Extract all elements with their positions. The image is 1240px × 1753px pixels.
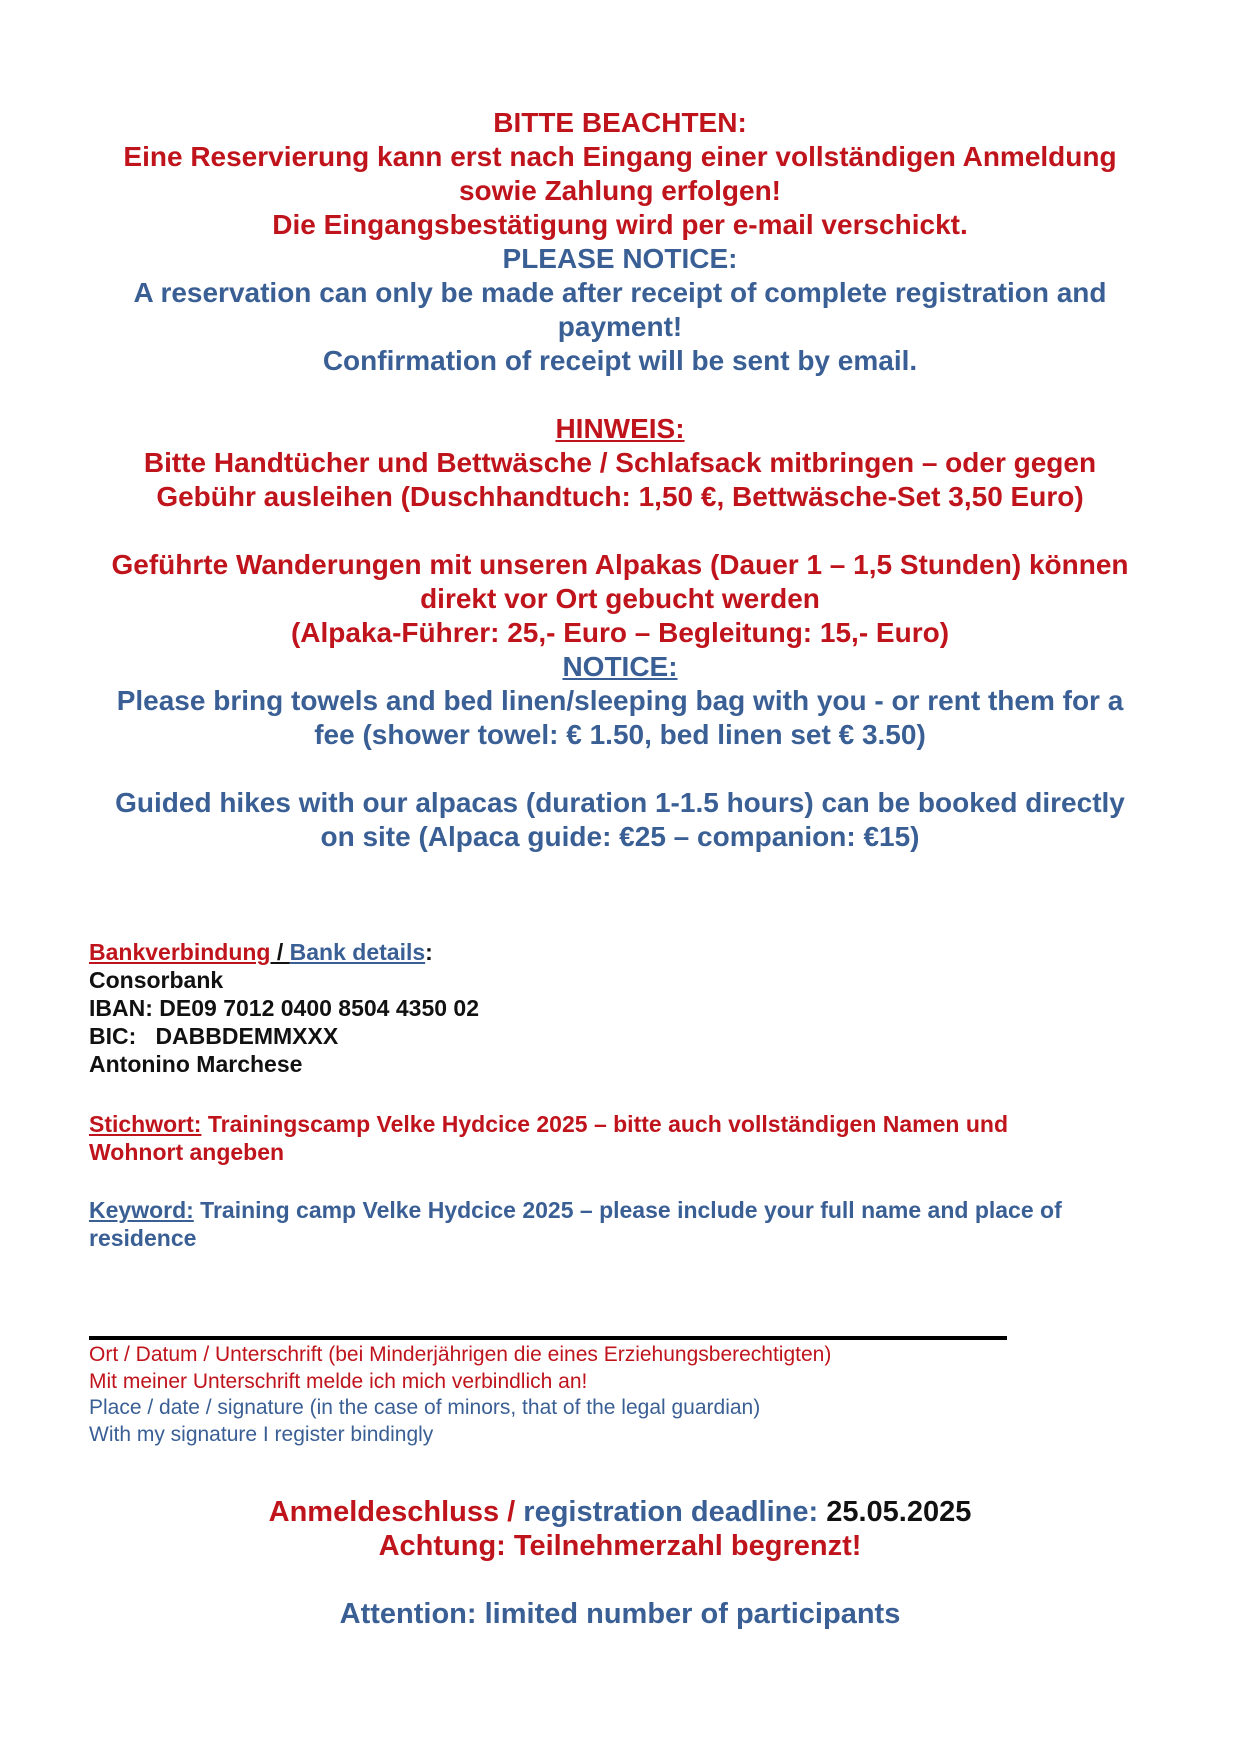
hint-de-hike2: direkt vor Ort gebucht werden: [420, 583, 820, 614]
bank-details-section: [89, 938, 1169, 1078]
notice-en-line2: payment!: [557, 311, 683, 342]
spacer: [80, 514, 1160, 548]
bank-label-de: Bankverbindung: [89, 939, 271, 965]
deadline-separator: /: [499, 1496, 524, 1528]
notice-de-line2: sowie Zahlung erfolgen!: [458, 175, 781, 206]
keyword-de-text-line1: Trainingscamp Velke Hydcice 2025 – bitte auch vollständigen Namen und: [201, 1111, 1009, 1137]
bank-separator: /: [270, 939, 290, 965]
deadline-line: [80, 1495, 1160, 1529]
spacer: [80, 1563, 1160, 1597]
hint-de-hike1: Geführte Wanderungen mit unseren Alpakas (Dauer 1 – 1,5 Stunden) können: [111, 549, 1129, 580]
deadline-label-en: registration deadline:: [523, 1496, 819, 1528]
signature-en-line2: With my signature I register bindingly: [89, 1422, 434, 1446]
deadline-label-de: Anmeldeschluss: [268, 1496, 500, 1528]
hint-de-line2: Gebühr ausleihen (Duschhandtuch: 1,50 €, Bettwäsche-Set 3,50 Euro): [156, 481, 1084, 512]
notice-de-line1: Eine Reservierung kann erst nach Eingang einer vollständigen Anmeldung: [123, 141, 1117, 172]
notice-de-line3: Die Eingangsbestätigung wird per e-mail verschickt.: [272, 209, 968, 240]
notice-en-heading: PLEASE NOTICE:: [502, 243, 738, 274]
keyword-en-text-line1: Training camp Velke Hydcice 2025 – please include your full name and place of: [193, 1197, 1062, 1223]
hint-de-heading: HINWEIS:: [555, 413, 685, 444]
spacer: [80, 378, 1160, 412]
bank-name: Consorbank: [89, 967, 224, 993]
signature-section: [89, 1342, 1169, 1448]
keyword-en-text-line2: residence: [89, 1225, 197, 1251]
spacer: [80, 752, 1160, 786]
keyword-de-text-line2: Wohnort angeben: [89, 1139, 285, 1165]
bank-label-en: Bank details: [289, 939, 426, 965]
deadline-date: 25.05.2025: [818, 1496, 972, 1528]
signature-de-line2: Mit meiner Unterschrift melde ich mich verbindlich an!: [89, 1369, 588, 1393]
hint-en-heading: NOTICE:: [562, 651, 678, 682]
bank-heading: [89, 938, 1169, 966]
hint-en-line2: fee (shower towel: € 1.50, bed linen set € 3.50): [314, 719, 926, 750]
hint-en-hike2: on site (Alpaca guide: €25 – companion: €15): [320, 821, 920, 852]
signature-en-line1: Place / date / signature (in the case of minors, that of the legal guardian): [89, 1396, 761, 1419]
notice-section: [80, 106, 1160, 854]
bank-colon: :: [425, 939, 433, 965]
keyword-de-label: Stichwort:: [89, 1111, 202, 1137]
hint-en-line1: Please bring towels and bed linen/sleeping bag with you - or rent them for a: [116, 685, 1124, 716]
notice-en-line3: Confirmation of receipt will be sent by email.: [322, 345, 918, 376]
signature-de-line1: Ort / Datum / Unterschrift (bei Minderjährigen die eines Erziehungsberechtigten): [89, 1343, 832, 1366]
bank-holder: Antonino Marchese: [89, 1051, 303, 1077]
bank-iban: IBAN: DE09 7012 0400 8504 4350 02: [89, 995, 480, 1021]
keyword-en-section: [89, 1196, 1169, 1252]
signature-line: [89, 1336, 1007, 1340]
deadline-de-warning: Achtung: Teilnehmerzahl begrenzt!: [378, 1530, 862, 1562]
hint-de-line1: Bitte Handtücher und Bettwäsche / Schlafsack mitbringen – oder gegen: [143, 447, 1097, 478]
deadline-section: [80, 1495, 1160, 1631]
bank-bic: BIC: DABBDEMMXXX: [89, 1023, 339, 1049]
deadline-en-warning: Attention: limited number of participants: [339, 1598, 901, 1630]
keyword-en-label: Keyword:: [89, 1197, 194, 1223]
notice-de-heading: BITTE BEACHTEN:: [493, 107, 747, 138]
hint-en-hike1: Guided hikes with our alpacas (duration 1-1.5 hours) can be booked directly: [115, 787, 1125, 818]
hint-de-hike3: (Alpaka-Führer: 25,- Euro – Begleitung: 15,- Euro): [290, 617, 950, 648]
keyword-de-section: [89, 1110, 1169, 1166]
notice-en-line1: A reservation can only be made after receipt of complete registration and: [133, 277, 1107, 308]
